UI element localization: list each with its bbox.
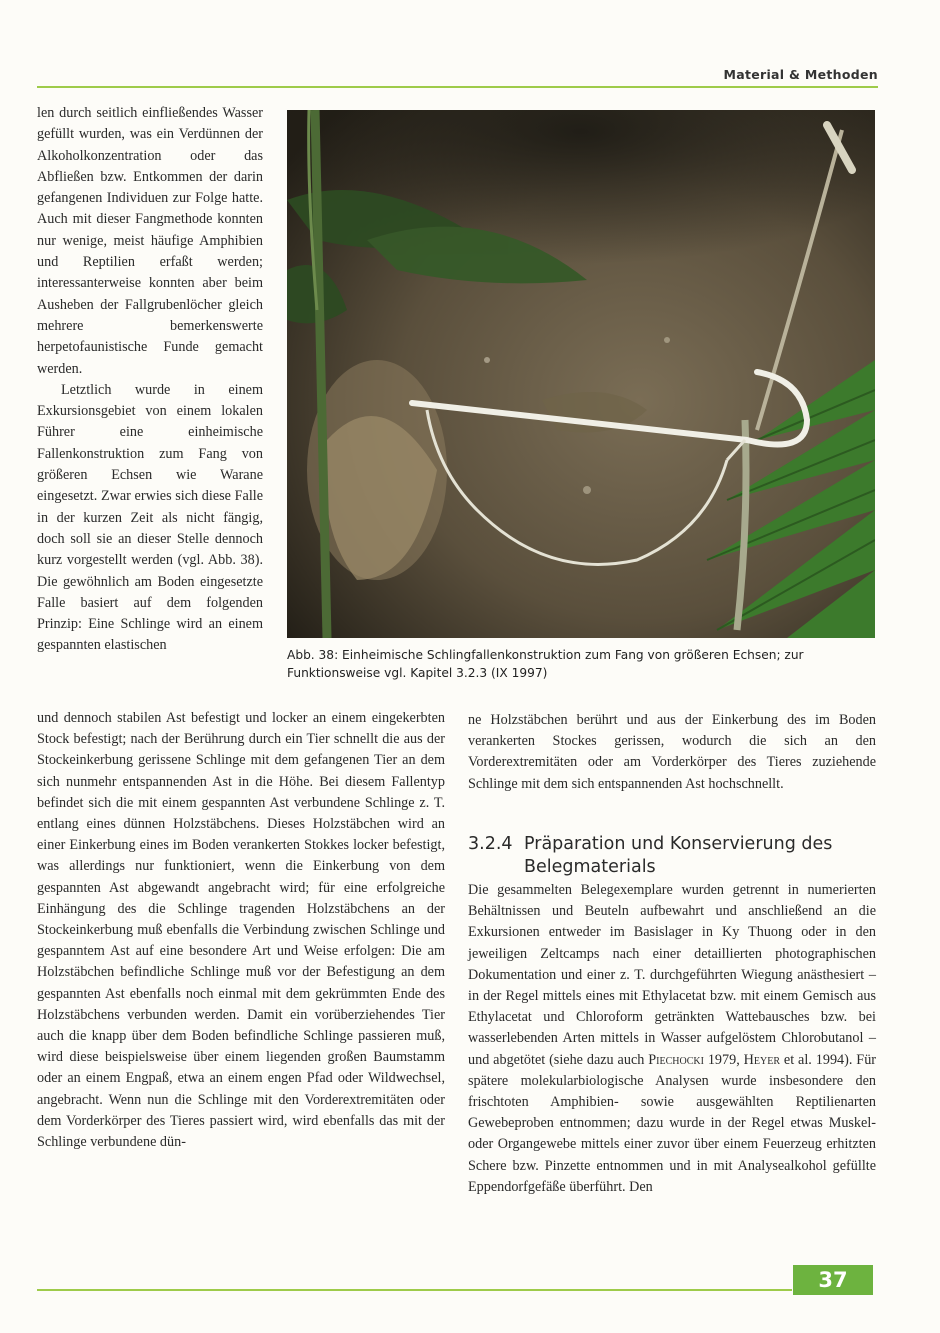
section-heading xyxy=(468,833,878,879)
paragraph-trap-mechanism: und dennoch stabilen Ast befestigt und locker an einem eingekerbten Stock befestigt; nach der Berührung durch ein Tier schnellt die aus der Stockeinkerbung gerissene Schlinge mit dem gefangenen Tier an dem sich nunmehr entspannenden Ast in die Höhe. Bei diesem Fallentyp befindet sich die mit einem gespannten Ast verbundene Schlinge z. T. entlang eines dünnen Holzstäbchens. Dieses Holzstäbchen wird an einer Einkerbung eines im Boden verankerten Stokkes locker befestigt, was allerdings nur funktioniert, wenn die Einkerbung von dem gespannten Ast abgewandt angebracht wird; für eine erfolgreiche Einhängung des die Schlinge tragenden Holzstäbchens an der Stockeinkerbung muß ebenfalls die Verbindung zwischen Schlinge und gespanntem Ast auf eine besondere Art und Weise erfolgen: Die am Holzstäbchen befindliche Schlinge muß vor der Befestigung an dem gespannten Ast ebenfalls noch einmal mit dem gekrümmten Ende des Holzstäbchens verbunden werden. Damit ein vorüberziehendes Tier auch die knapp über dem Boden befindliche Schlinge passieren muß, wird diese beispielsweise über einem liegenden großen Baumstamm oder an einem Engpaß, etwa an einem engen Pfad oder Wildwechsel, angebracht. Wenn nun die Schlinge mit den Vorderextremitäten oder dem Vorderkörper des Tieres passiert wird, wird ebenfalls das mit der Schlinge verbundene dün- xyxy=(37,710,445,1151)
footer-rule xyxy=(37,1289,792,1291)
left-column xyxy=(37,708,445,1153)
figure-photo xyxy=(287,110,875,638)
narrow-text-column xyxy=(37,103,263,657)
paragraph-trap-trigger: ne Holzstäbchen berührt und aus der Einkerbung des im Boden verankerten Stockes gerissen, wodurch die sich an den Vorderextremitäten oder am Vorderkörper des Tieres zuziehende Schlinge mit dem sich entspannenden Ast hochschnellt. xyxy=(468,712,876,792)
section-title-line2: Belegmaterials xyxy=(524,857,656,877)
paragraph-fallgruben: len durch seitlich einfließendes Wasser gefüllt wurden, was ein Verdünnen der Alkoholkonzentration oder das Abfließen bzw. Entkommen der darin gefangenen Individuen zur Folge hatte. Auch mit dieser Fangmethode konnten nur wenige, meist häufige Amphibien und Reptilien erfaßt werden; interessanterweise konnten aber beim Ausheben der Fallgrubenlöcher gleich mehrere bemerkenswerte herpetofaunistische Funde gemacht werden. xyxy=(37,105,263,377)
snare-trap-photo-icon xyxy=(287,110,875,638)
paragraph-schlingfalle-intro: Letztlich wurde in einem Exkursionsgebiet von einem lokalen Führer eine einheimische Fallenkonstruktion zum Fang von größeren Echsen wie Warane eingesetzt. Zwar erwies sich diese Falle in der kurzen Zeit als nicht fängig, doch soll sie an dieser Stelle dennoch kurz vorgestellt werden (vgl. Abb. 38). Die gewöhnlich am Boden eingesetzte Falle basiert auf dem folgenden Prinzip: Eine Schlinge wird an einem gespannten elastischen xyxy=(37,381,263,654)
page-number: 37 xyxy=(793,1265,873,1295)
section-title-line1: Präparation und Konservierung des xyxy=(524,834,833,854)
section-number: 3.2.4 xyxy=(468,834,513,854)
running-header: Material & Methoden xyxy=(723,67,878,82)
paragraph-praeparation: Die gesammelten Belegexemplare wurden getrennt in numerierten Behältnissen und Beuteln aufbewahrt und anschließend an die Exkursionen entweder im Basislager in Ky Thuong oder in den jeweiligen Zeltcamps nach einer detaillierten photographischen Dokumentation und einer z. T. durchgeführten Wiegung anästhesiert – in der Regel mittels eines mit Ethylacetat bzw. mit einem Gemisch aus Ethylacetat und Chloroform getränkten Wattebausches bzw. bei wasserlebenden Arten mittels in Wasser aufgelöstem Chlorobutanol – und abgetötet (siehe dazu auch Piechocki 1979, Heyer et al. 1994). Für spätere molekularbiologische Analysen wurde insbesondere den frischtoten Amphibien- sowie ausgewählten Reptilienarten Gewebeproben entnommen; dazu wurde in der Regel etwas Muskel- oder Organgewebe mittels einer zuvor über einem Feuerzeug erhitzten Schere bzw. Pinzette entnommen und in mit Analysealkohol gefüllte Eppendorfgefäße überführt. Den xyxy=(468,882,877,1195)
header-rule xyxy=(37,86,878,88)
figure-caption: Abb. 38: Einheimische Schlingfallenkonstruktion zum Fang von größeren Echsen; zur Funktionsweise vgl. Kapitel 3.2.3 (IX 1997) xyxy=(287,648,804,680)
